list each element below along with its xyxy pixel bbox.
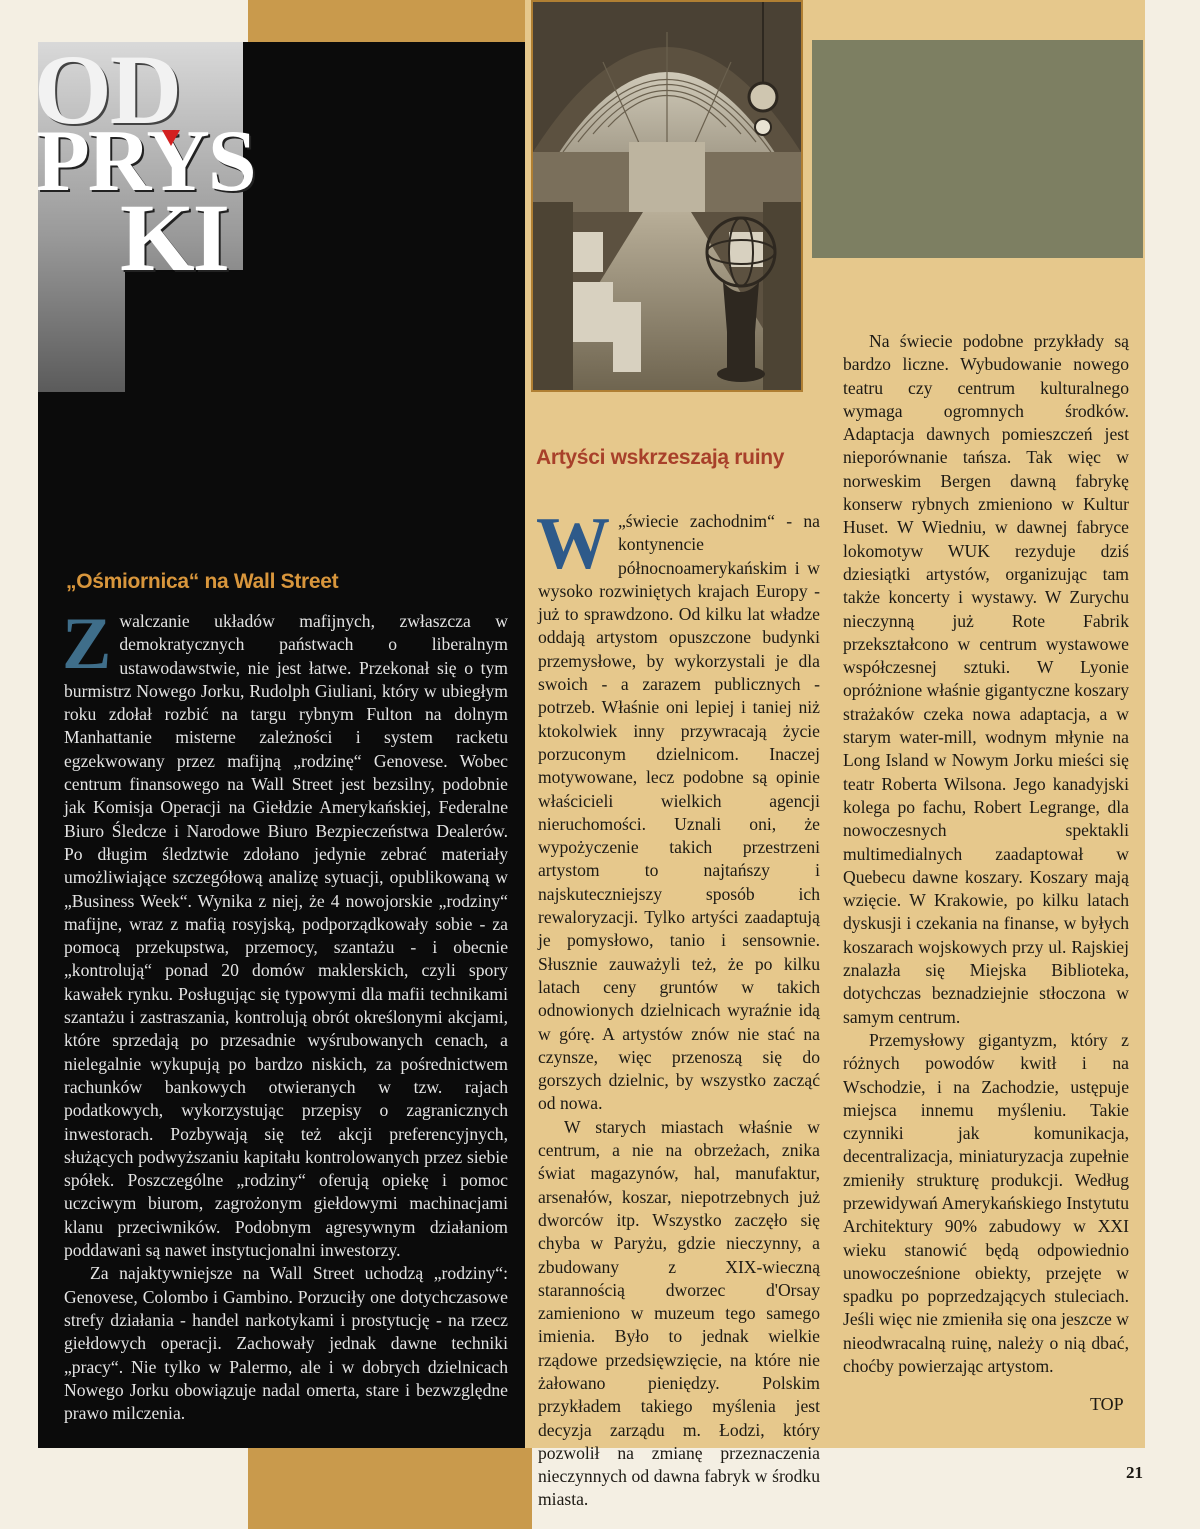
- logo-line-od: OD: [34, 34, 180, 145]
- mid-paragraph-1-text: „świecie zachodnim“ - na kontynencie północnoamerykańskim i w wysoko rozwiniętych krajach Europy - już to sprawdzono. Od kilku lat władze oddają artystom opuszczone budynki przemysłowe, by wykorzystali je dla swoich - a zarazem publicznych - potrzeb. Właśnie oni lepiej i taniej niż ktokolwiek inny przywracają życie porzuconym dzielnicom. Inaczej motywowane, lecz podobne są opinie właścicieli wielkich agencji nieruchomości. Uznali oni, że wypożyczenie takich przestrzeni artystom to najtańszy i najskuteczniejszy sposób ich rewaloryzacji. Tylko artyści zaadaptują je pomysłowo, tanio i sensownie. Słusznie zauważyli też, że po kilku latach ceny gruntów w takich odnowionych dzielnicach wyraźnie idą w górę. A artystów znów nie stać na czynsze, więc przenoszą się do gorszych dzielnic, by wszystko zacząć od nowa.: [538, 511, 820, 1114]
- left-article-paragraph: [62, 603, 508, 1262]
- right-article-column-1: [536, 503, 820, 1512]
- left-article-title: „Ośmiornica“ na Wall Street: [66, 570, 339, 593]
- right-paragraph-2: Przemysłowy gigantyzm, który z różnych powodów kwitł i na Wschodzie, i na Zachodzie, ustępuje miejsca innemu myśleniu. Takie czynniki jak komunikacja, decentralizacja, miniaturyzacja zupełnie zmieniły strukturę produkcji. Według przewidywań Amerykańskiego Instytutu Architektury 90% zabudowy w XXI wieku stanowić będą odpowiednio unowocześnione obiekty, przejęte w spadku po poprzedzających stuleciach. Jeśli więc nie zmieniła się ona jeszcze w nieodwracalną ruinę, należy o nią dbać, choćby powierzając artystom.: [843, 1029, 1129, 1377]
- olive-block: [812, 40, 1143, 258]
- museum-hall-illustration: [533, 2, 801, 390]
- mid-paragraph-2: W starych miastach właśnie w centrum, a nie na obrzeżach, znika świat magazynów, hal, manufaktur, arsenałów, koszar, niepotrzebnych już dworców itp. Wszystko zaczęło się chyba w Paryżu, gdzie nieczynny, a zbudowany z XIX-wieczną starannością dworzec d'Orsay zamieniono w muzeum tego samego imienia. Było to jednak wielkie rządowe przedsięwzięcie, na które nie żałowano pieniędzy. Polskim przykładem takiego myślenia jest decyzja zarządu m. Łodzi, który pozwolił na zmianę przeznaczenia nieczynnych od dawna fabryk w środku miasta.: [538, 1116, 820, 1510]
- drop-cap-w: W: [536, 503, 610, 585]
- left-paragraph-1-text: walczanie układów mafijnych, zwłaszcza w demokratycznych państwach o liberalnym ustawodawstwie, nie jest łatwe. Przekonał się o tym burmistrz Nowego Jorku, Rudolph Giuliani, który w ubiegłym roku zdołał rozbić na targu rybnym Fulton na dolnym Manhattanie misterne zależności i system racketu egzekwowany przez mafijną „rodzinę“ Genovese. Wobec centrum finansowego na Wall Street jest bezsilny, podobnie jak Komisja Operacji na Giełdzie Amerykańskiej, Federalne Biuro Śledcze i Narodowe Biuro Bezpieczeństwa Dealerów. Po długim śledztwie zdołano jedynie zebrać materiały umożliwiające szczegółową analizę sytuacji, opublikowaną w „Business Week“. Wynika z niej, że 4 nowojorskie „rodziny“ mafijne, wraz z mafią rosyjską, podporządkowały sobie - za pomocą przekupstwa, przemocy, szantażu - i obecnie „kontrolują“ ponad 20 domów maklerskich, czyli spory kawałek rynku. Posługując się typowymi dla mafii technikami szantażu i zastraszania, kontrolują obrót określonymi akcjami, które sprzedają po przesadnie wyśrubowanych cenach, a nielegalnie wykupują po bardzo niskich, za pośrednictwem rachunków bankowych otwieranych w tzw. rajach podatkowych, wykorzystując przepisy o zagranicznych inwestorach. Pozbywają się też akcji preferencyjnych, służących podwyższaniu kapitału kontrolowanych przez siebie spółek. Poszczególne „rodziny“ oferują opiekę i pomoc uczciwym biurom, zagrożonym giełdowymi machinacjami klanu przeciwników. Podobnym agresywnym działaniom poddawani są nawet instytucjonalni inwestorzy.: [64, 611, 508, 1261]
- right-paragraph-1: Na świecie podobne przykłady są bardzo liczne. Wybudowanie nowego teatru czy centrum kulturalnego wymaga ogromnych środków. Adaptacja dawnych pomieszczeń jest nieporównanie tańsza. Tak więc w norweskim Bergen dawną fabrykę konserw rybnych zmieniono w Kultur Huset. W Wiedniu, w dawnej fabryce lokomotyw WUK rezyduje dziś dziesiątki artystów, organizując tam także koncerty i wystawy. W Zurychu nieczynną już Rote Fabrik przekształcono w centrum wystawowe współczesnej sztuki. W Lyonie opróżnione właśnie gigantyczne koszary strażaków czeka nowa adaptacja, a w starym water-mill, wodnym młynie na Long Island w Nowym Jorku mieści się teatr Roberta Wilsona. Jego kanadyjski kolega po fachu, Robert Legrange, dla nowoczesnych spektakli multimedialnych zaadaptował w Quebecu dawne koszary. Koszary mają wzięcie. W Krakowie, po kilku latach dyskusji i czekania na finanse, w byłych koszarach wojskowych przy ul. Rajskiej znalazła się Miejska Biblioteka, dotychczas beznadziejnie stłoczona w samym centrum.: [843, 331, 1129, 1027]
- page-number: 21: [1126, 1463, 1143, 1482]
- mid-paragraph-1: [536, 503, 820, 1116]
- ochre-bar-top: [248, 0, 532, 44]
- right-article-column-2: [843, 330, 1129, 1378]
- ochre-bar-bottom: [248, 1448, 532, 1529]
- author-signature: TOP: [1090, 1394, 1124, 1414]
- logo-line-prys: PRYS: [36, 113, 255, 210]
- left-article-body: [62, 603, 508, 1425]
- right-article-title: Artyści wskrzeszają ruiny: [536, 446, 785, 469]
- logo-line-ki: KI: [120, 184, 229, 291]
- logo-arrow-icon: [162, 130, 180, 146]
- museum-hall-photo: [531, 0, 803, 392]
- left-paragraph-2: Za najaktywniejsze na Wall Street uchodzą „rodziny“: Genovese, Colombo i Gambino. Porzuciły one dotychczasowe strefy działania - handel narkotykami i prostytucję - na rzecz giełdowych operacji. Zachowały jednak dawne techniki „pracy“. Nie tylko w Palermo, ale i w dobrych dzielnicach Nowego Jorku obowiązuje nadal omerta, stare i bezwzględne prawo milczenia.: [64, 1263, 508, 1424]
- drop-cap-z: Z: [62, 603, 112, 685]
